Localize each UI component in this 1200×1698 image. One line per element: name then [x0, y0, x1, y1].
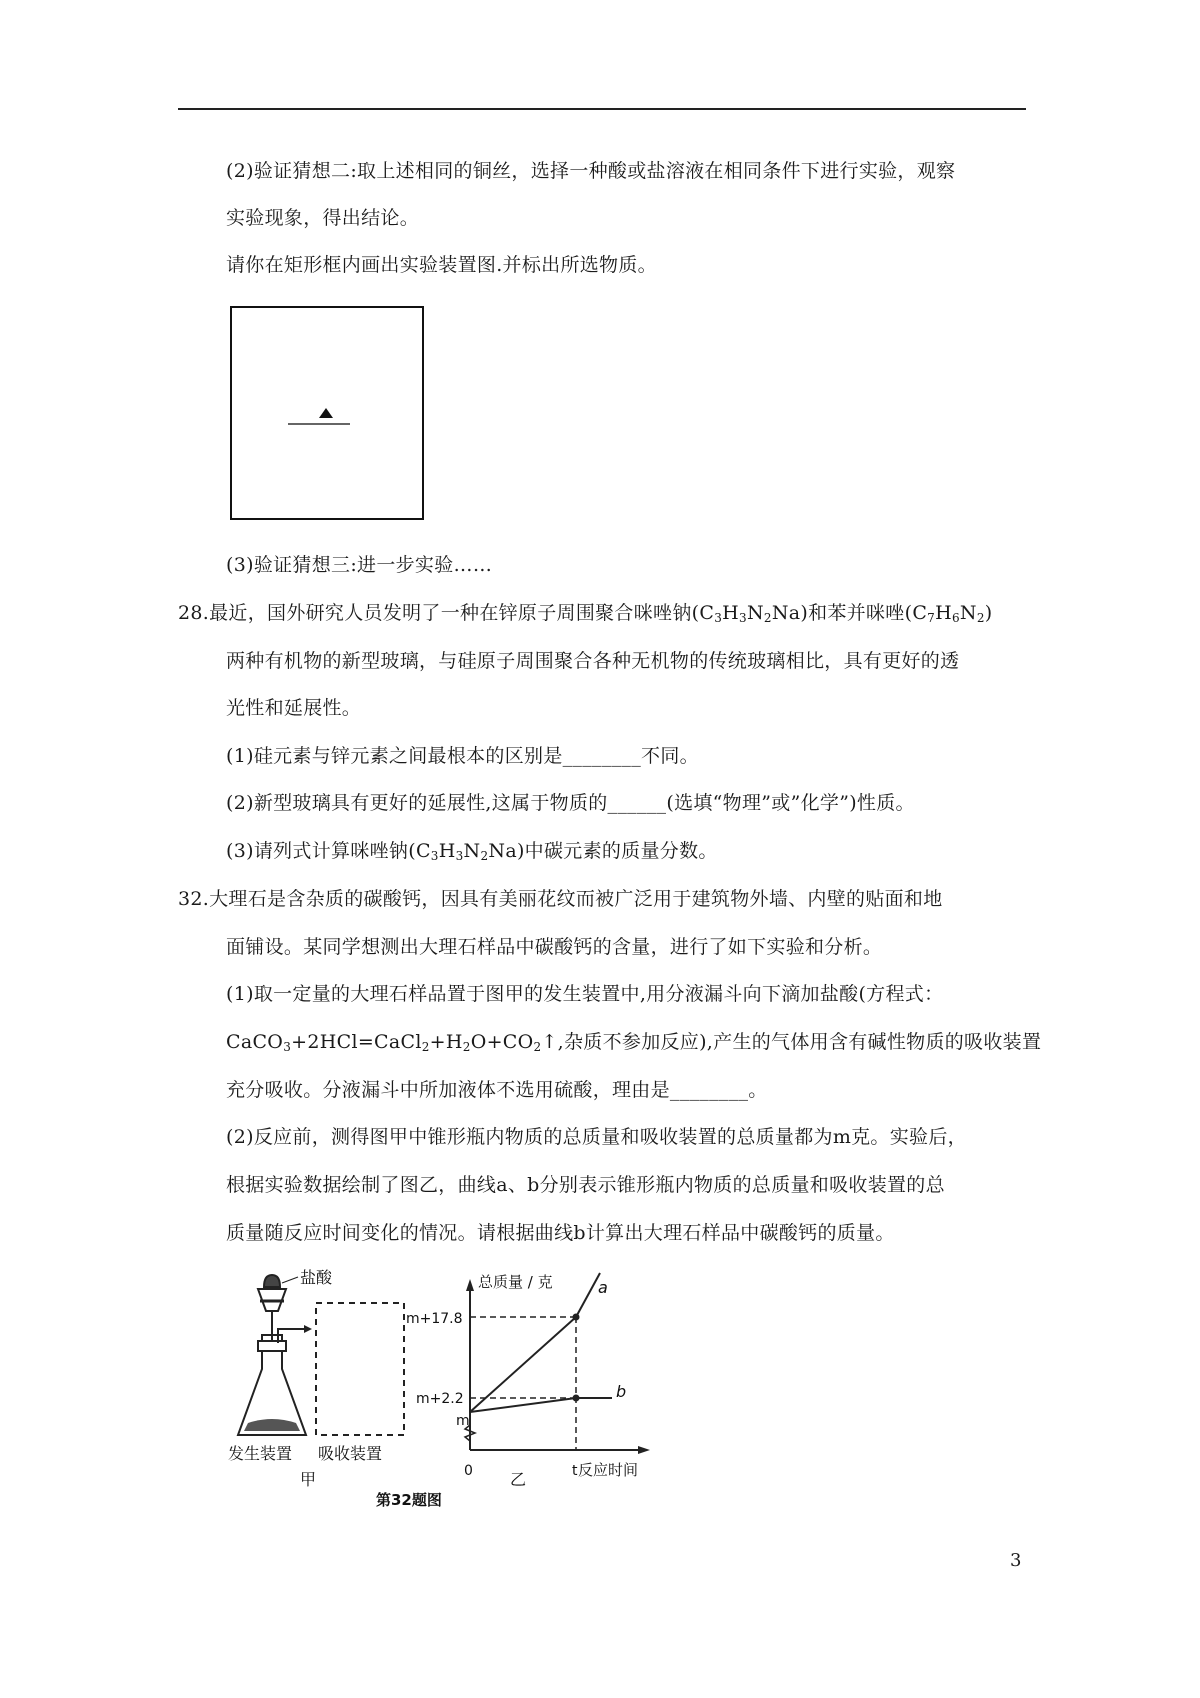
- formula-h: H: [438, 840, 456, 862]
- page-number: 3: [1010, 1550, 1022, 1571]
- drawing-box: [230, 306, 424, 520]
- y-tick-mid: m+2.2: [416, 1391, 464, 1407]
- formula-c: C: [912, 602, 928, 624]
- q28-stem-a: 28.最近，国外研究人员发明了一种在锌原子周围聚合咪唑钠(: [178, 602, 700, 624]
- y-axis-arrow-icon: [466, 1279, 474, 1291]
- eq-part: +2HCl=CaCl: [291, 1031, 422, 1053]
- eq-part: +H: [429, 1031, 463, 1053]
- q28-stem-line2: 两种有机物的新型玻璃，与硅原子周围聚合各种无机物的传统玻璃相比，具有更好的透: [226, 650, 960, 672]
- formula-sub: 2: [763, 611, 772, 625]
- yi-label: 乙: [510, 1470, 527, 1489]
- q32-part1-line3: 充分吸收。分液漏斗中所加液体不选用硫酸，理由是________。: [226, 1079, 768, 1101]
- generator-label: 发生装置: [228, 1444, 293, 1463]
- q27-part2-line2: 实验现象，得出结论。: [226, 207, 420, 229]
- q27-part3: (3)验证猜想三:进一步实验……: [226, 554, 493, 576]
- eq-sub: 2: [421, 1040, 430, 1054]
- formula-sub: 3: [739, 611, 747, 625]
- q27-instruction: 请你在矩形框内画出实验装置图.并标出所选物质。: [226, 254, 657, 276]
- formula-h: H: [722, 602, 739, 624]
- y-axis-label: 总质量 / 克: [478, 1273, 553, 1291]
- y-tick-m: m: [456, 1413, 470, 1429]
- eq-sub: 2: [462, 1040, 471, 1054]
- q32-equation-line: [226, 1029, 1041, 1060]
- jia-label: 甲: [300, 1470, 317, 1489]
- formula-sub: 3: [455, 849, 464, 863]
- q32-figure: [220, 1265, 720, 1535]
- origin-label: 0: [464, 1463, 473, 1479]
- arrow-icon: [304, 1325, 312, 1333]
- q32-stem-line1: 32.大理石是含杂质的碳酸钙，因具有美丽花纹而被广泛用于建筑物外墙、内壁的贴面和地: [178, 888, 943, 910]
- eq-tail: ↑,杂质不参加反应),产生的气体用含有碱性物质的吸收装置: [541, 1031, 1042, 1053]
- formula-sub: 7: [927, 611, 936, 625]
- curve-b-label: b: [616, 1382, 627, 1401]
- y-tick-top: m+17.8: [406, 1311, 463, 1327]
- formula-sub: 3: [430, 849, 439, 863]
- x-axis-label: 反应时间: [578, 1461, 639, 1479]
- header-rule: [178, 108, 1026, 110]
- triangle-icon: [319, 408, 333, 418]
- t-label: t: [572, 1463, 578, 1479]
- formula-c: C: [699, 602, 715, 624]
- q32-part2-line2: 根据实验数据绘制了图乙，曲线a、b分别表示锥形瓶内物质的总质量和吸收装置的总: [226, 1174, 945, 1196]
- eq-sub: 3: [283, 1040, 292, 1054]
- formula-n: N: [746, 602, 764, 624]
- q28-part2: (2)新型玻璃具有更好的延展性,这属于物质的______(选填“物理”或”化学”)性质。: [226, 792, 915, 814]
- q32-part2-line3: 质量随反应时间变化的情况。请根据曲线b计算出大理石样品中碳酸钙的质量。: [226, 1222, 895, 1244]
- mass-time-graph: [406, 1273, 650, 1489]
- funnel-stopper-icon: [264, 1275, 280, 1287]
- curve-a-label: a: [598, 1278, 608, 1297]
- burner-stand-icon: [232, 308, 422, 518]
- hcl-label: 盐酸: [300, 1268, 333, 1287]
- formula-h: H: [935, 602, 952, 624]
- q28-stem-line1: [178, 600, 993, 631]
- formula-c: C: [415, 840, 431, 862]
- q28-part1: (1)硅元素与锌元素之间最根本的区别是________不同。: [226, 745, 699, 767]
- curve-b-segment: [470, 1398, 576, 1412]
- marble-sample-icon: [244, 1419, 300, 1431]
- q28-part3: [226, 838, 718, 869]
- x-axis-arrow-icon: [638, 1446, 650, 1454]
- formula-n: N: [959, 602, 977, 624]
- point-b: [573, 1395, 580, 1402]
- formula-sub: 6: [951, 611, 960, 625]
- formula-n: N: [463, 840, 481, 862]
- q32-part2-line1: (2)反应前，测得图甲中锥形瓶内物质的总质量和吸收装置的总质量都为m克。实验后，: [226, 1126, 967, 1148]
- q28-stem-line3: 光性和延展性。: [226, 697, 362, 719]
- formula-sub: 3: [714, 611, 723, 625]
- label-pointer: [282, 1277, 298, 1283]
- flask-stopper-icon: [258, 1341, 286, 1351]
- eq-part: O+CO: [470, 1031, 534, 1053]
- figure-caption: 第32题图: [376, 1491, 442, 1509]
- formula-tail: Na: [488, 840, 517, 862]
- formula-tail: Na: [771, 602, 801, 624]
- absorber-box: [316, 1303, 404, 1435]
- q27-part2-line1: (2)验证猜想二:取上述相同的铜丝，选择一种酸或盐溶液在相同条件下进行实验，观察: [226, 160, 956, 182]
- q28-part3-tail: )中碳元素的质量分数。: [516, 840, 718, 862]
- generator-apparatus: [238, 1275, 312, 1435]
- q28-stem-b: )和苯并咪唑(: [800, 602, 913, 624]
- eq-sub: 2: [533, 1040, 542, 1054]
- curve-a-extension: [576, 1273, 600, 1317]
- q32-part1-line1: (1)取一定量的大理石样品置于图甲的发生装置中,用分液漏斗向下滴加盐酸(方程式：: [226, 983, 944, 1005]
- q28-part3-text: (3)请列式计算咪唑钠(: [226, 840, 416, 862]
- formula-sub: 2: [480, 849, 489, 863]
- q32-stem-line2: 面铺设。某同学想测出大理石样品中碳酸钙的含量，进行了如下实验和分析。: [226, 936, 883, 958]
- q28-stem-c: ): [984, 602, 993, 624]
- formula-sub: 2: [976, 611, 985, 625]
- absorber-label: 吸收装置: [318, 1444, 383, 1463]
- eq-part: CaCO: [226, 1031, 284, 1053]
- point-a: [573, 1314, 580, 1321]
